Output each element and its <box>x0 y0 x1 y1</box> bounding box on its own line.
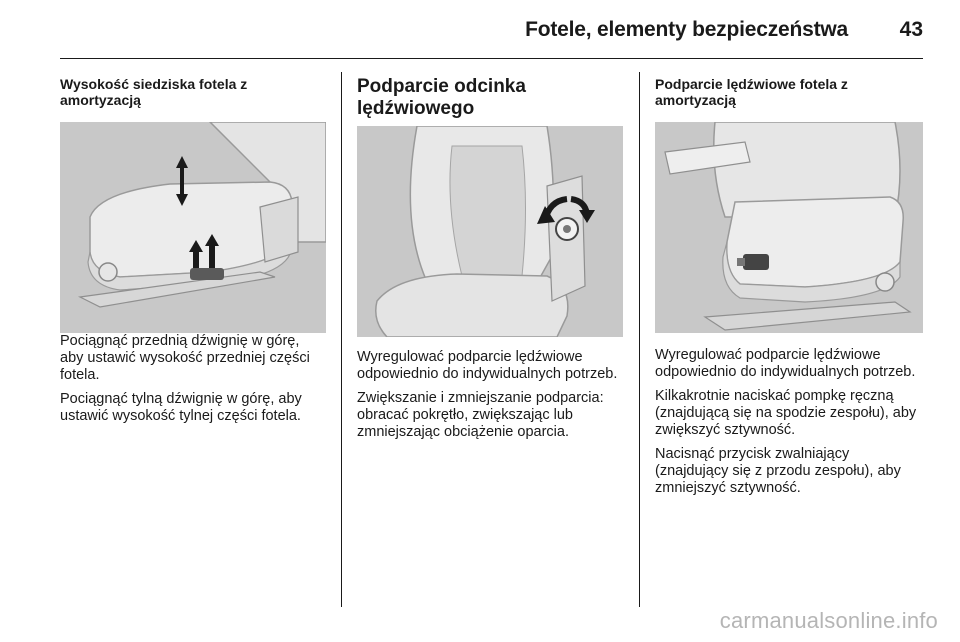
instruction-paragraph: Zwiększanie i zmniejszanie podparcia: obracać pokrętło, zwiększając lub zmniejszając obciążenie oparcia. <box>357 390 604 440</box>
column-divider-2 <box>639 72 640 607</box>
column-seat-pump-lumbar <box>655 76 923 504</box>
seat-pump-lumbar-illustration <box>655 122 923 333</box>
instruction-paragraph: Kilkakrotnie naciskać pompkę ręczną (znajdującą się na spodzie zespołu), aby zwiększyć sztywność. <box>655 388 917 438</box>
instruction-paragraph: Pociągnąć przednią dźwignię w górę, aby ustawić wysokość przedniej części fotela. <box>60 333 310 383</box>
instruction-paragraph: Wyregulować podparcie lędźwiowe odpowiednio do indywidualnych potrzeb. <box>655 347 916 380</box>
section-subheading: Podparcie lędźwiowe fotela z amortyzacją <box>655 76 848 108</box>
page-header-title: Fotele, elementy bezpieczeństwa <box>525 18 848 41</box>
seat-height-adjust-illustration <box>60 122 326 333</box>
header-divider <box>60 58 923 59</box>
column-seat-height <box>60 76 326 432</box>
section-heading: Podparcie odcinka lędźwiowego <box>357 76 526 119</box>
lumbar-knob-illustration <box>357 126 623 337</box>
page-number: 43 <box>899 18 923 41</box>
instruction-paragraph: Nacisnąć przycisk zwalniający (znajdujący się z przodu zespołu), aby zmniejszyć sztywność. <box>655 446 901 496</box>
instruction-paragraph: Wyregulować podparcie lędźwiowe odpowiednio do indywidualnych potrzeb. <box>357 349 618 382</box>
section-subheading: Wysokość siedziska fotela z amortyzacją <box>60 76 248 108</box>
instruction-paragraph: Pociągnąć tylną dźwignię w górę, aby ustawić wysokość tylnej części fotela. <box>60 391 302 424</box>
column-divider-1 <box>341 72 342 607</box>
column-lumbar-support <box>357 76 623 448</box>
watermark: carmanualsonline.info <box>719 608 938 633</box>
